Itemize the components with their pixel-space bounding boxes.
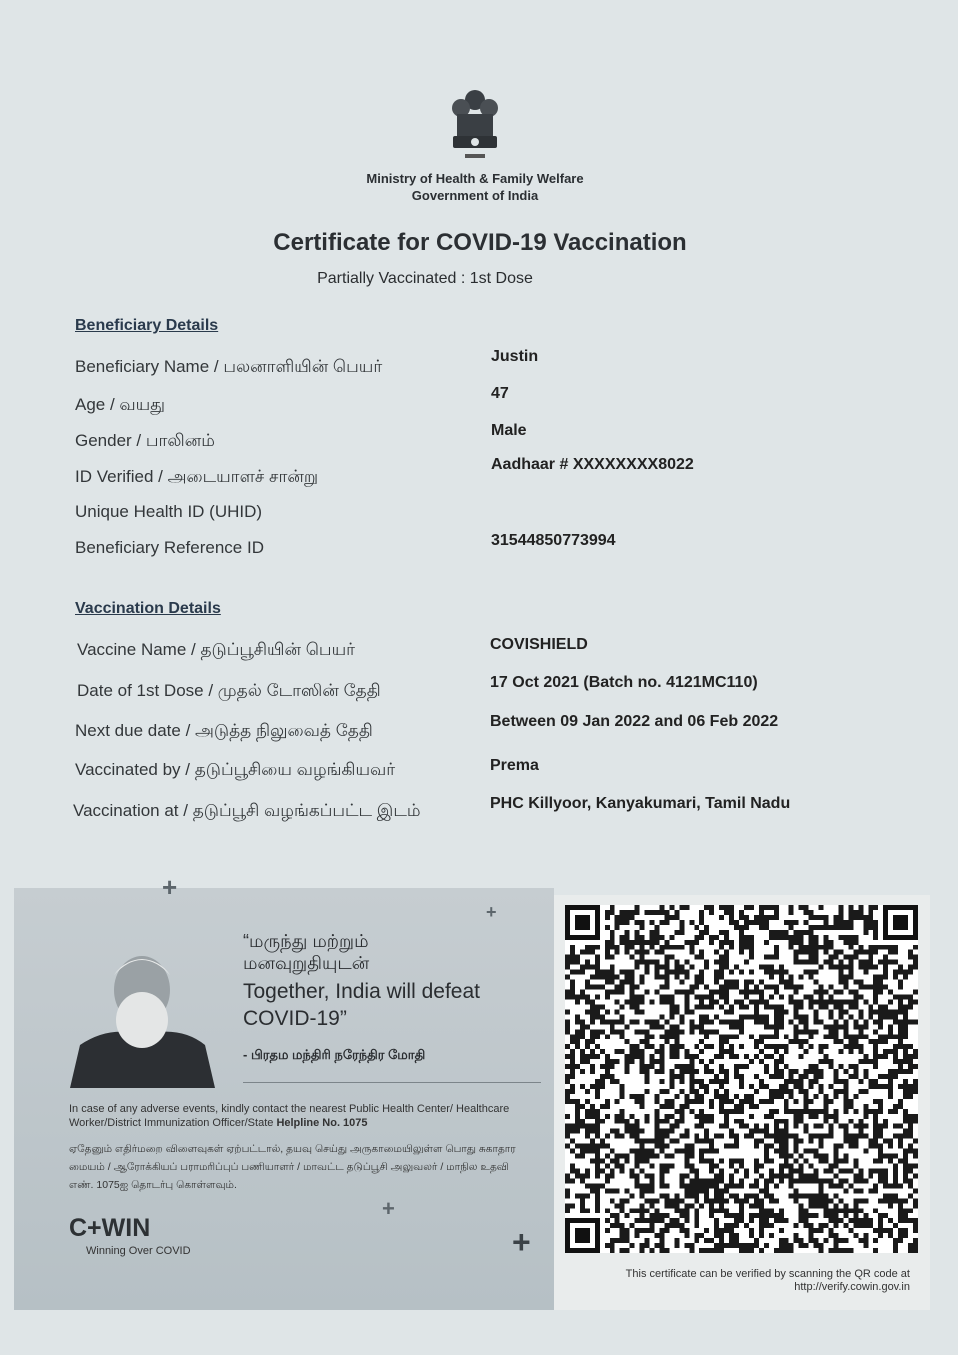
- cowin-tagline: Winning Over COVID: [86, 1245, 191, 1257]
- label-id: ID Verified / அடையாளச் சான்று: [75, 467, 319, 486]
- plus-icon: +: [382, 1196, 395, 1221]
- verify-url[interactable]: http://verify.cowin.gov.in: [794, 1281, 910, 1293]
- value-gender: Male: [491, 422, 527, 439]
- quote: [243, 930, 533, 1032]
- label-ref-id: Beneficiary Reference ID: [75, 538, 264, 557]
- helpline: Helpline No. 1075: [276, 1117, 368, 1129]
- value-location: PHC Killyoor, Kanyakumari, Tamil Nadu: [490, 795, 791, 812]
- plus-icon: +: [512, 1224, 531, 1260]
- value-age: 47: [491, 385, 509, 402]
- quote-english: Together, India will defeat COVID-19”: [243, 980, 480, 1030]
- plus-icon: +: [162, 872, 178, 902]
- adverse-events-notice: [69, 1102, 529, 1130]
- certificate-title: Certificate for COVID-19 Vaccination: [273, 229, 687, 256]
- value-ref-id: 31544850773994: [491, 532, 616, 549]
- verify-note: [570, 1268, 910, 1294]
- value-next-due: Between 09 Jan 2022 and 06 Feb 2022: [490, 713, 779, 730]
- label-uhid: Unique Health ID (UHID): [75, 502, 263, 521]
- dose-status: Partially Vaccinated : 1st Dose: [317, 270, 533, 287]
- divider: [243, 1082, 541, 1083]
- value-vaccine: COVISHIELD: [490, 636, 588, 653]
- vaccination-heading: Vaccination Details: [75, 600, 221, 617]
- label-next-due: Next due date / அடுத்த நிலுவைத் தேதி: [75, 721, 373, 740]
- ministry-heading: [330, 170, 620, 204]
- label-vaccine: Vaccine Name / தடுப்பூசியின் பெயர்: [77, 640, 356, 659]
- prime-minister-photo: [70, 945, 215, 1088]
- value-name: Justin: [491, 348, 539, 365]
- label-location: Vaccination at / தடுப்பூசி வழங்கப்பட்ட இடம்: [73, 801, 421, 820]
- label-dose-date: Date of 1st Dose / முதல் டோஸின் தேதி: [77, 681, 381, 700]
- verify-text: This certificate can be verified by scanning the QR code at: [625, 1268, 910, 1280]
- ministry-name: Ministry of Health & Family Welfare: [366, 171, 584, 186]
- value-id: Aadhaar # XXXXXXXX8022: [491, 456, 694, 473]
- quote-attribution: - பிரதம மந்திரி நரேந்திர மோதி: [243, 1047, 426, 1062]
- national-emblem-icon: [447, 86, 503, 166]
- adverse-text: In case of any adverse events, kindly contact the nearest Public Health Center/ Healthcare Worker/District Immunization Officer/State: [69, 1103, 510, 1129]
- cowin-logo: C+WIN: [69, 1214, 151, 1242]
- qr-code[interactable]: [565, 905, 918, 1253]
- government-name: Government of India: [411, 188, 539, 203]
- beneficiary-heading: Beneficiary Details: [75, 317, 219, 334]
- label-vaccinator: Vaccinated by / தடுப்பூசியை வழங்கியவர்: [75, 760, 396, 779]
- label-age: Age / வயது: [75, 395, 166, 414]
- label-name: Beneficiary Name / பலனாளியின் பெயர்: [75, 357, 383, 376]
- quote-tamil: “மருந்து மற்றும் மனவுறுதியுடன்: [243, 931, 370, 973]
- plus-icon: +: [486, 902, 497, 922]
- value-vaccinator: Prema: [490, 757, 539, 774]
- label-gender: Gender / பாலினம்: [75, 431, 215, 450]
- value-dose-date: 17 Oct 2021 (Batch no. 4121MC110): [490, 674, 758, 691]
- adverse-events-tamil: ஏதேனும் எதிர்மறை விளைவுகள் ஏற்பட்டால், தயவு செய்து அருகாமையிலுள்ள பொது சுகாதார மையம் / ஆரோக்கியப் பராமரிப்புப் பணியாளர் / மாவட்ட தடுப்பூசி அலுவலர் / மாநில உதவி எண். 1075ஐ தொடர்பு கொள்ளவும்.: [69, 1143, 516, 1191]
